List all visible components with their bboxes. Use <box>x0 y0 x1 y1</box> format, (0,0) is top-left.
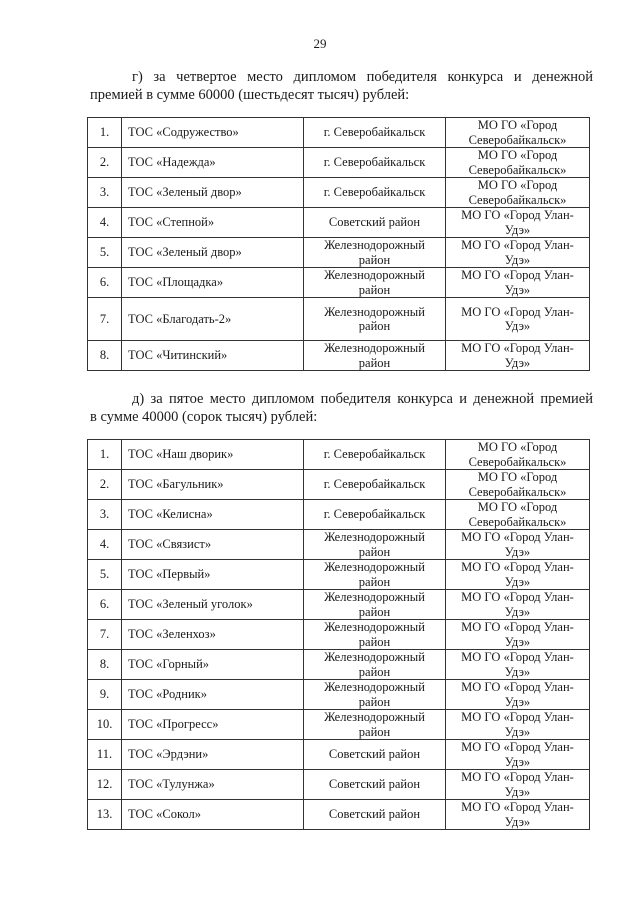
municipality <box>446 178 590 208</box>
tos-name: ТОС «Степной» <box>122 208 304 238</box>
location: Советский район <box>304 770 446 800</box>
municipality-line-1: МО ГО «Город Улан- <box>461 560 574 574</box>
location: Железнодорожный район <box>304 341 446 371</box>
table-row <box>88 740 590 770</box>
municipality-line-2: Удэ» <box>504 222 531 237</box>
section-d-line-1: д) за пятое место дипломом победителя конкурса и денежной премией <box>132 391 593 407</box>
municipality <box>446 620 590 650</box>
municipality <box>446 710 590 740</box>
municipality-line-1: МО ГО «Город Улан- <box>461 341 574 355</box>
municipality <box>446 148 590 178</box>
tos-name: ТОС «Зеленый уголок» <box>122 590 304 620</box>
location: Железнодорожный район <box>304 650 446 680</box>
municipality-line-1: МО ГО «Город <box>477 148 558 162</box>
table-row <box>88 620 590 650</box>
municipality-line-2: Удэ» <box>504 574 531 589</box>
municipality-line-2: Удэ» <box>504 355 531 370</box>
location: г. Северобайкальск <box>304 440 446 470</box>
municipality-line-2: Удэ» <box>504 634 531 649</box>
row-number: 12. <box>88 770 122 800</box>
row-number: 2. <box>88 470 122 500</box>
row-number: 1. <box>88 118 122 148</box>
municipality-line-1: МО ГО «Город Улан- <box>461 770 574 784</box>
municipality-line-1: МО ГО «Город Улан- <box>461 208 574 222</box>
table-row <box>88 500 590 530</box>
location: Железнодорожный район <box>304 560 446 590</box>
table-row <box>88 178 590 208</box>
row-number: 4. <box>88 208 122 238</box>
location: Железнодорожный район <box>304 680 446 710</box>
municipality <box>446 238 590 268</box>
table-row <box>88 118 590 148</box>
tos-name: ТОС «Родник» <box>122 680 304 710</box>
tos-name: ТОС «Прогресс» <box>122 710 304 740</box>
row-number: 5. <box>88 560 122 590</box>
tos-name: ТОС «Площадка» <box>122 268 304 298</box>
municipality <box>446 440 590 470</box>
municipality <box>446 298 590 341</box>
section-g-line-2: премией в сумме 60000 (шестьдесят тысяч) рублей: <box>90 87 410 103</box>
location: Железнодорожный район <box>304 298 446 341</box>
municipality-line-1: МО ГО «Город Улан- <box>461 650 574 664</box>
municipality-line-2: Северобайкальск» <box>468 162 567 177</box>
municipality-line-2: Северобайкальск» <box>468 454 567 469</box>
location: Железнодорожный район <box>304 530 446 560</box>
municipality-line-2: Удэ» <box>504 319 531 333</box>
row-number: 6. <box>88 590 122 620</box>
municipality <box>446 341 590 371</box>
municipality <box>446 680 590 710</box>
row-number: 3. <box>88 178 122 208</box>
municipality <box>446 268 590 298</box>
municipality-line-1: МО ГО «Город Улан- <box>461 710 574 724</box>
municipality-line-1: МО ГО «Город Улан- <box>461 740 574 754</box>
tos-name: ТОС «Эрдэни» <box>122 740 304 770</box>
municipality <box>446 740 590 770</box>
location: г. Северобайкальск <box>304 148 446 178</box>
tos-name: ТОС «Наш дворик» <box>122 440 304 470</box>
location: Железнодорожный район <box>304 268 446 298</box>
section-d-table <box>87 439 590 830</box>
table-row <box>88 770 590 800</box>
table-row <box>88 710 590 740</box>
location: Железнодорожный район <box>304 590 446 620</box>
municipality <box>446 530 590 560</box>
table-row <box>88 530 590 560</box>
table-row <box>88 298 590 341</box>
municipality-line-1: МО ГО «Город <box>477 500 558 514</box>
row-number: 8. <box>88 341 122 371</box>
municipality <box>446 650 590 680</box>
municipality-line-1: МО ГО «Город Улан- <box>461 304 574 319</box>
tos-name: ТОС «Тулунжа» <box>122 770 304 800</box>
table-row <box>88 470 590 500</box>
location: г. Северобайкальск <box>304 178 446 208</box>
table-row <box>88 238 590 268</box>
municipality-line-2: Северобайкальск» <box>468 484 567 499</box>
table-row <box>88 650 590 680</box>
municipality-line-2: Северобайкальск» <box>468 132 567 147</box>
municipality <box>446 560 590 590</box>
municipality <box>446 770 590 800</box>
tos-name: ТОС «Надежда» <box>122 148 304 178</box>
municipality-line-1: МО ГО «Город <box>477 118 558 132</box>
municipality-line-2: Северобайкальск» <box>468 192 567 207</box>
row-number: 9. <box>88 680 122 710</box>
municipality <box>446 800 590 830</box>
section-g-table <box>87 117 590 371</box>
municipality-line-2: Удэ» <box>504 544 531 559</box>
section-d-line-2: в сумме 40000 (сорок тысяч) рублей: <box>90 409 318 425</box>
location: Советский район <box>304 800 446 830</box>
municipality-line-2: Удэ» <box>504 252 531 267</box>
section-g-paragraph <box>90 68 593 104</box>
table-row <box>88 208 590 238</box>
row-number: 2. <box>88 148 122 178</box>
section-g-line-1: г) за четвертое место дипломом победителя конкурса и денежной <box>132 69 593 85</box>
municipality-line-1: МО ГО «Город <box>477 178 558 192</box>
tos-name: ТОС «Келисна» <box>122 500 304 530</box>
municipality-line-1: МО ГО «Город Улан- <box>461 238 574 252</box>
table-row <box>88 680 590 710</box>
row-number: 4. <box>88 530 122 560</box>
municipality <box>446 590 590 620</box>
row-number: 3. <box>88 500 122 530</box>
table-row <box>88 341 590 371</box>
table-row <box>88 440 590 470</box>
municipality-line-2: Удэ» <box>504 814 531 829</box>
municipality-line-2: Удэ» <box>504 784 531 799</box>
municipality-line-2: Удэ» <box>504 754 531 769</box>
municipality-line-2: Удэ» <box>504 282 531 297</box>
row-number: 7. <box>88 298 122 341</box>
municipality <box>446 208 590 238</box>
location: г. Северобайкальск <box>304 118 446 148</box>
municipality-line-1: МО ГО «Город Улан- <box>461 680 574 694</box>
row-number: 1. <box>88 440 122 470</box>
municipality-line-1: МО ГО «Город Улан- <box>461 530 574 544</box>
section-d-paragraph <box>90 390 593 426</box>
tos-name: ТОС «Благодать-2» <box>122 298 304 341</box>
tos-name: ТОС «Сокол» <box>122 800 304 830</box>
row-number: 7. <box>88 620 122 650</box>
tos-name: ТОС «Первый» <box>122 560 304 590</box>
row-number: 11. <box>88 740 122 770</box>
table-row <box>88 560 590 590</box>
location: Советский район <box>304 208 446 238</box>
row-number: 10. <box>88 710 122 740</box>
location: г. Северобайкальск <box>304 470 446 500</box>
table-row <box>88 148 590 178</box>
tos-name: ТОС «Зеленый двор» <box>122 178 304 208</box>
tos-name: ТОС «Читинский» <box>122 341 304 371</box>
municipality-line-2: Удэ» <box>504 724 531 739</box>
location: Железнодорожный район <box>304 620 446 650</box>
tos-name: ТОС «Связист» <box>122 530 304 560</box>
row-number: 5. <box>88 238 122 268</box>
tos-name: ТОС «Зеленый двор» <box>122 238 304 268</box>
tos-name: ТОС «Зеленхоз» <box>122 620 304 650</box>
location: Железнодорожный район <box>304 710 446 740</box>
municipality-line-1: МО ГО «Город Улан- <box>461 800 574 814</box>
tos-name: ТОС «Горный» <box>122 650 304 680</box>
table-row <box>88 590 590 620</box>
municipality-line-2: Удэ» <box>504 694 531 709</box>
row-number: 6. <box>88 268 122 298</box>
municipality <box>446 118 590 148</box>
location: г. Северобайкальск <box>304 500 446 530</box>
municipality-line-2: Удэ» <box>504 664 531 679</box>
page-number: 29 <box>313 36 327 51</box>
tos-name: ТОС «Содружество» <box>122 118 304 148</box>
municipality-line-1: МО ГО «Город Улан- <box>461 620 574 634</box>
municipality-line-1: МО ГО «Город Улан- <box>461 268 574 282</box>
location: Железнодорожный район <box>304 238 446 268</box>
municipality-line-1: МО ГО «Город <box>477 470 558 484</box>
municipality-line-1: МО ГО «Город <box>477 440 558 454</box>
row-number: 13. <box>88 800 122 830</box>
row-number: 8. <box>88 650 122 680</box>
table-row <box>88 268 590 298</box>
municipality-line-2: Северобайкальск» <box>468 514 567 529</box>
municipality-line-2: Удэ» <box>504 604 531 619</box>
tos-name: ТОС «Багульник» <box>122 470 304 500</box>
municipality <box>446 500 590 530</box>
municipality <box>446 470 590 500</box>
table-row <box>88 800 590 830</box>
location: Советский район <box>304 740 446 770</box>
municipality-line-1: МО ГО «Город Улан- <box>461 590 574 604</box>
